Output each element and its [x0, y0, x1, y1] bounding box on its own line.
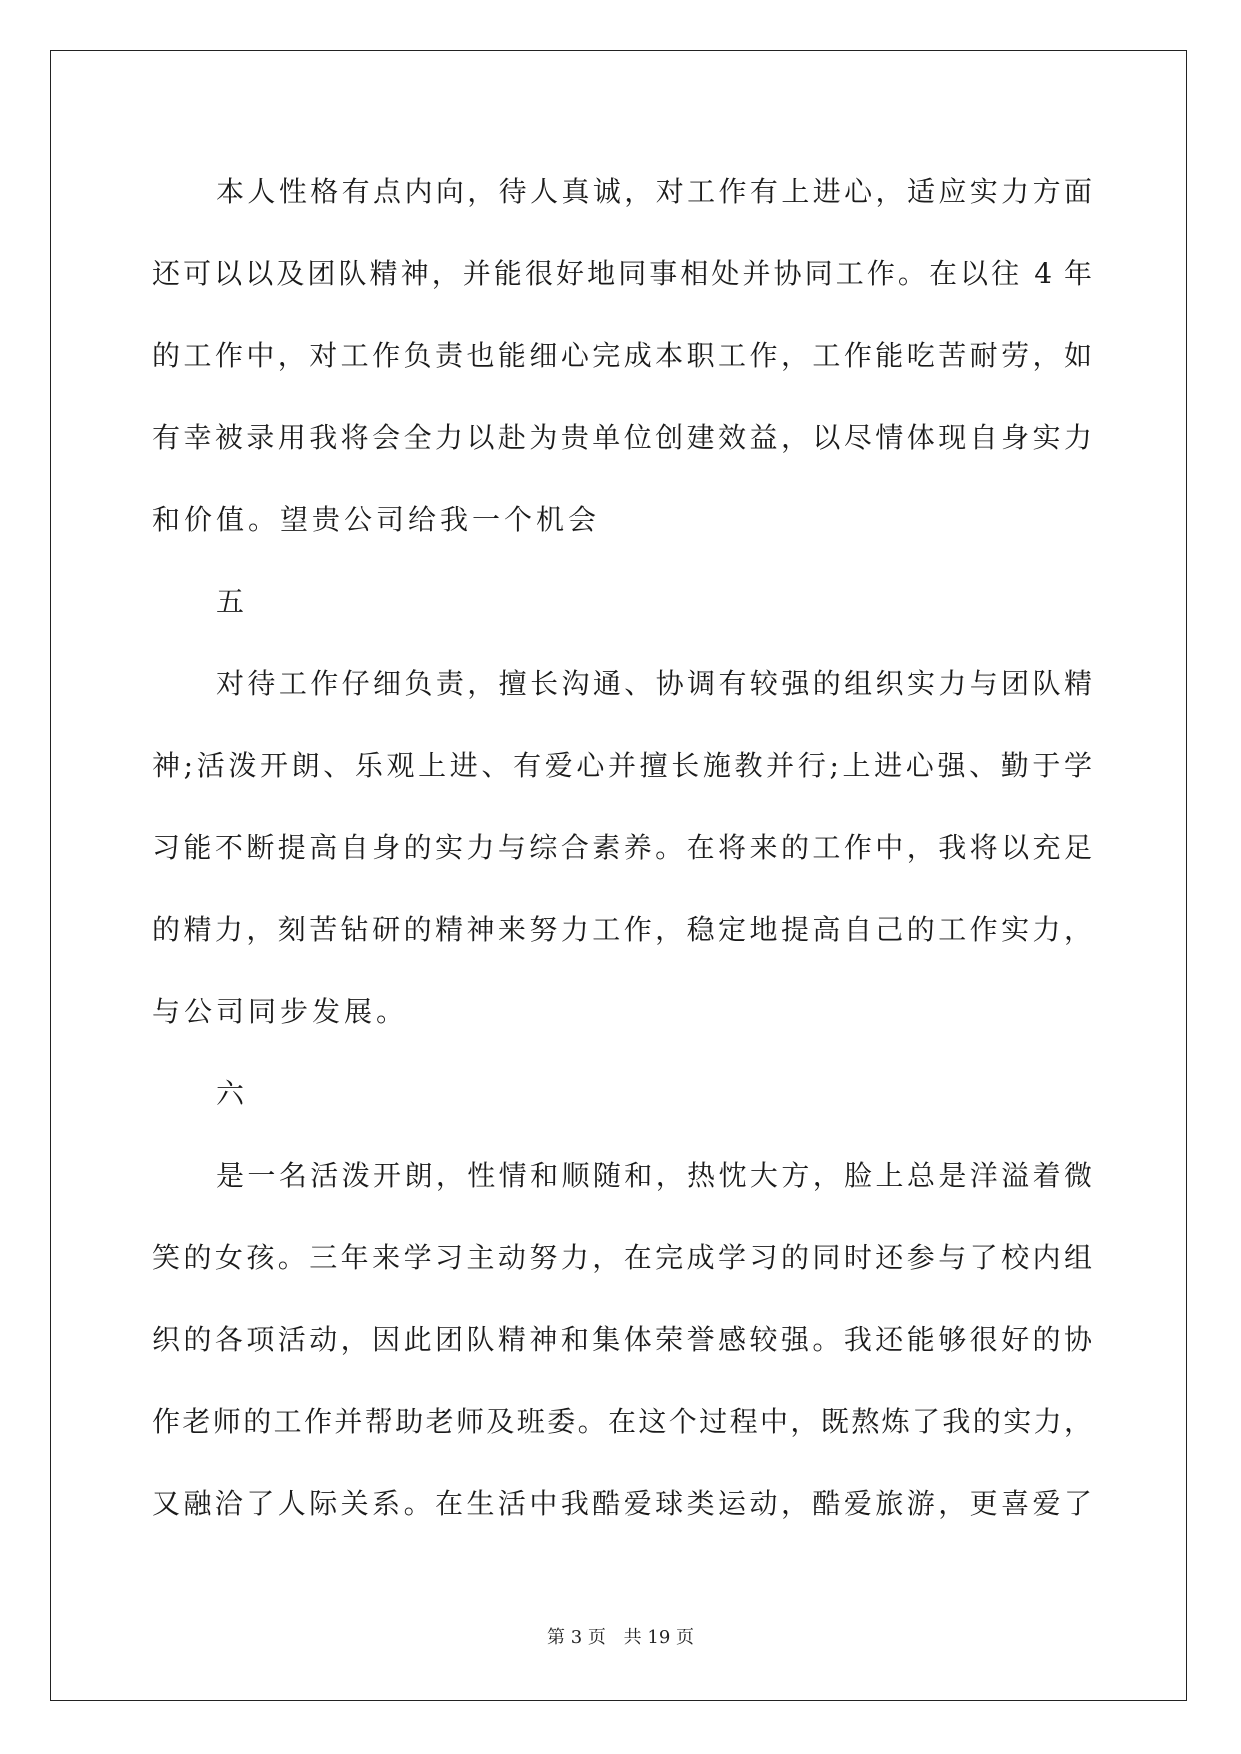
paragraph-line: 笑的女孩。三年来学习主动努力，在完成学习的同时还参与了校内组 — [152, 1241, 1092, 1274]
page-border — [50, 50, 1187, 1701]
paragraph-line: 的工作中，对工作负责也能细心完成本职工作，工作能吃苦耐劳，如 — [152, 339, 1092, 372]
paragraph-line: 本人性格有点内向，待人真诚，对工作有上进心，适应实力方面 — [216, 175, 1092, 208]
page-footer — [0, 1627, 1241, 1649]
paragraph-line: 习能不断提高自身的实力与综合素养。在将来的工作中，我将以充足 — [152, 831, 1092, 864]
paragraph-line: 对待工作仔细负责，擅长沟通、协调有较强的组织实力与团队精 — [216, 667, 1092, 700]
paragraph-line: 还可以以及团队精神，并能很好地同事相处并协同工作。在以往 4 年 — [152, 257, 1092, 290]
paragraph-line: 和价值。望贵公司给我一个机会 — [152, 503, 601, 536]
paragraph-line: 织的各项活动，因此团队精神和集体荣誉感较强。我还能够很好的协 — [152, 1323, 1092, 1356]
paragraph-line: 是一名活泼开朗，性情和顺随和，热忱大方，脸上总是洋溢着微 — [216, 1159, 1092, 1192]
paragraph-line: 作老师的工作并帮助老师及班委。在这个过程中，既熬炼了我的实力， — [152, 1405, 1092, 1438]
total-pages: 共 19 页 — [623, 1627, 694, 1648]
section-heading: 六 — [216, 1077, 249, 1110]
paragraph-line: 与公司同步发展。 — [152, 995, 409, 1028]
section-heading: 五 — [216, 585, 249, 618]
paragraph-line: 神;活泼开朗、乐观上进、有爱心并擅长施教并行;上进心强、勤于学 — [152, 749, 1092, 782]
paragraph-line: 的精力，刻苦钻研的精神来努力工作，稳定地提高自己的工作实力， — [152, 913, 1092, 946]
page-number: 第 3 页 — [547, 1627, 606, 1648]
paragraph-line: 又融洽了人际关系。在生活中我酷爱球类运动，酷爱旅游，更喜爱了 — [152, 1487, 1092, 1520]
paragraph-line: 有幸被录用我将会全力以赴为贵单位创建效益，以尽情体现自身实力 — [152, 421, 1092, 454]
